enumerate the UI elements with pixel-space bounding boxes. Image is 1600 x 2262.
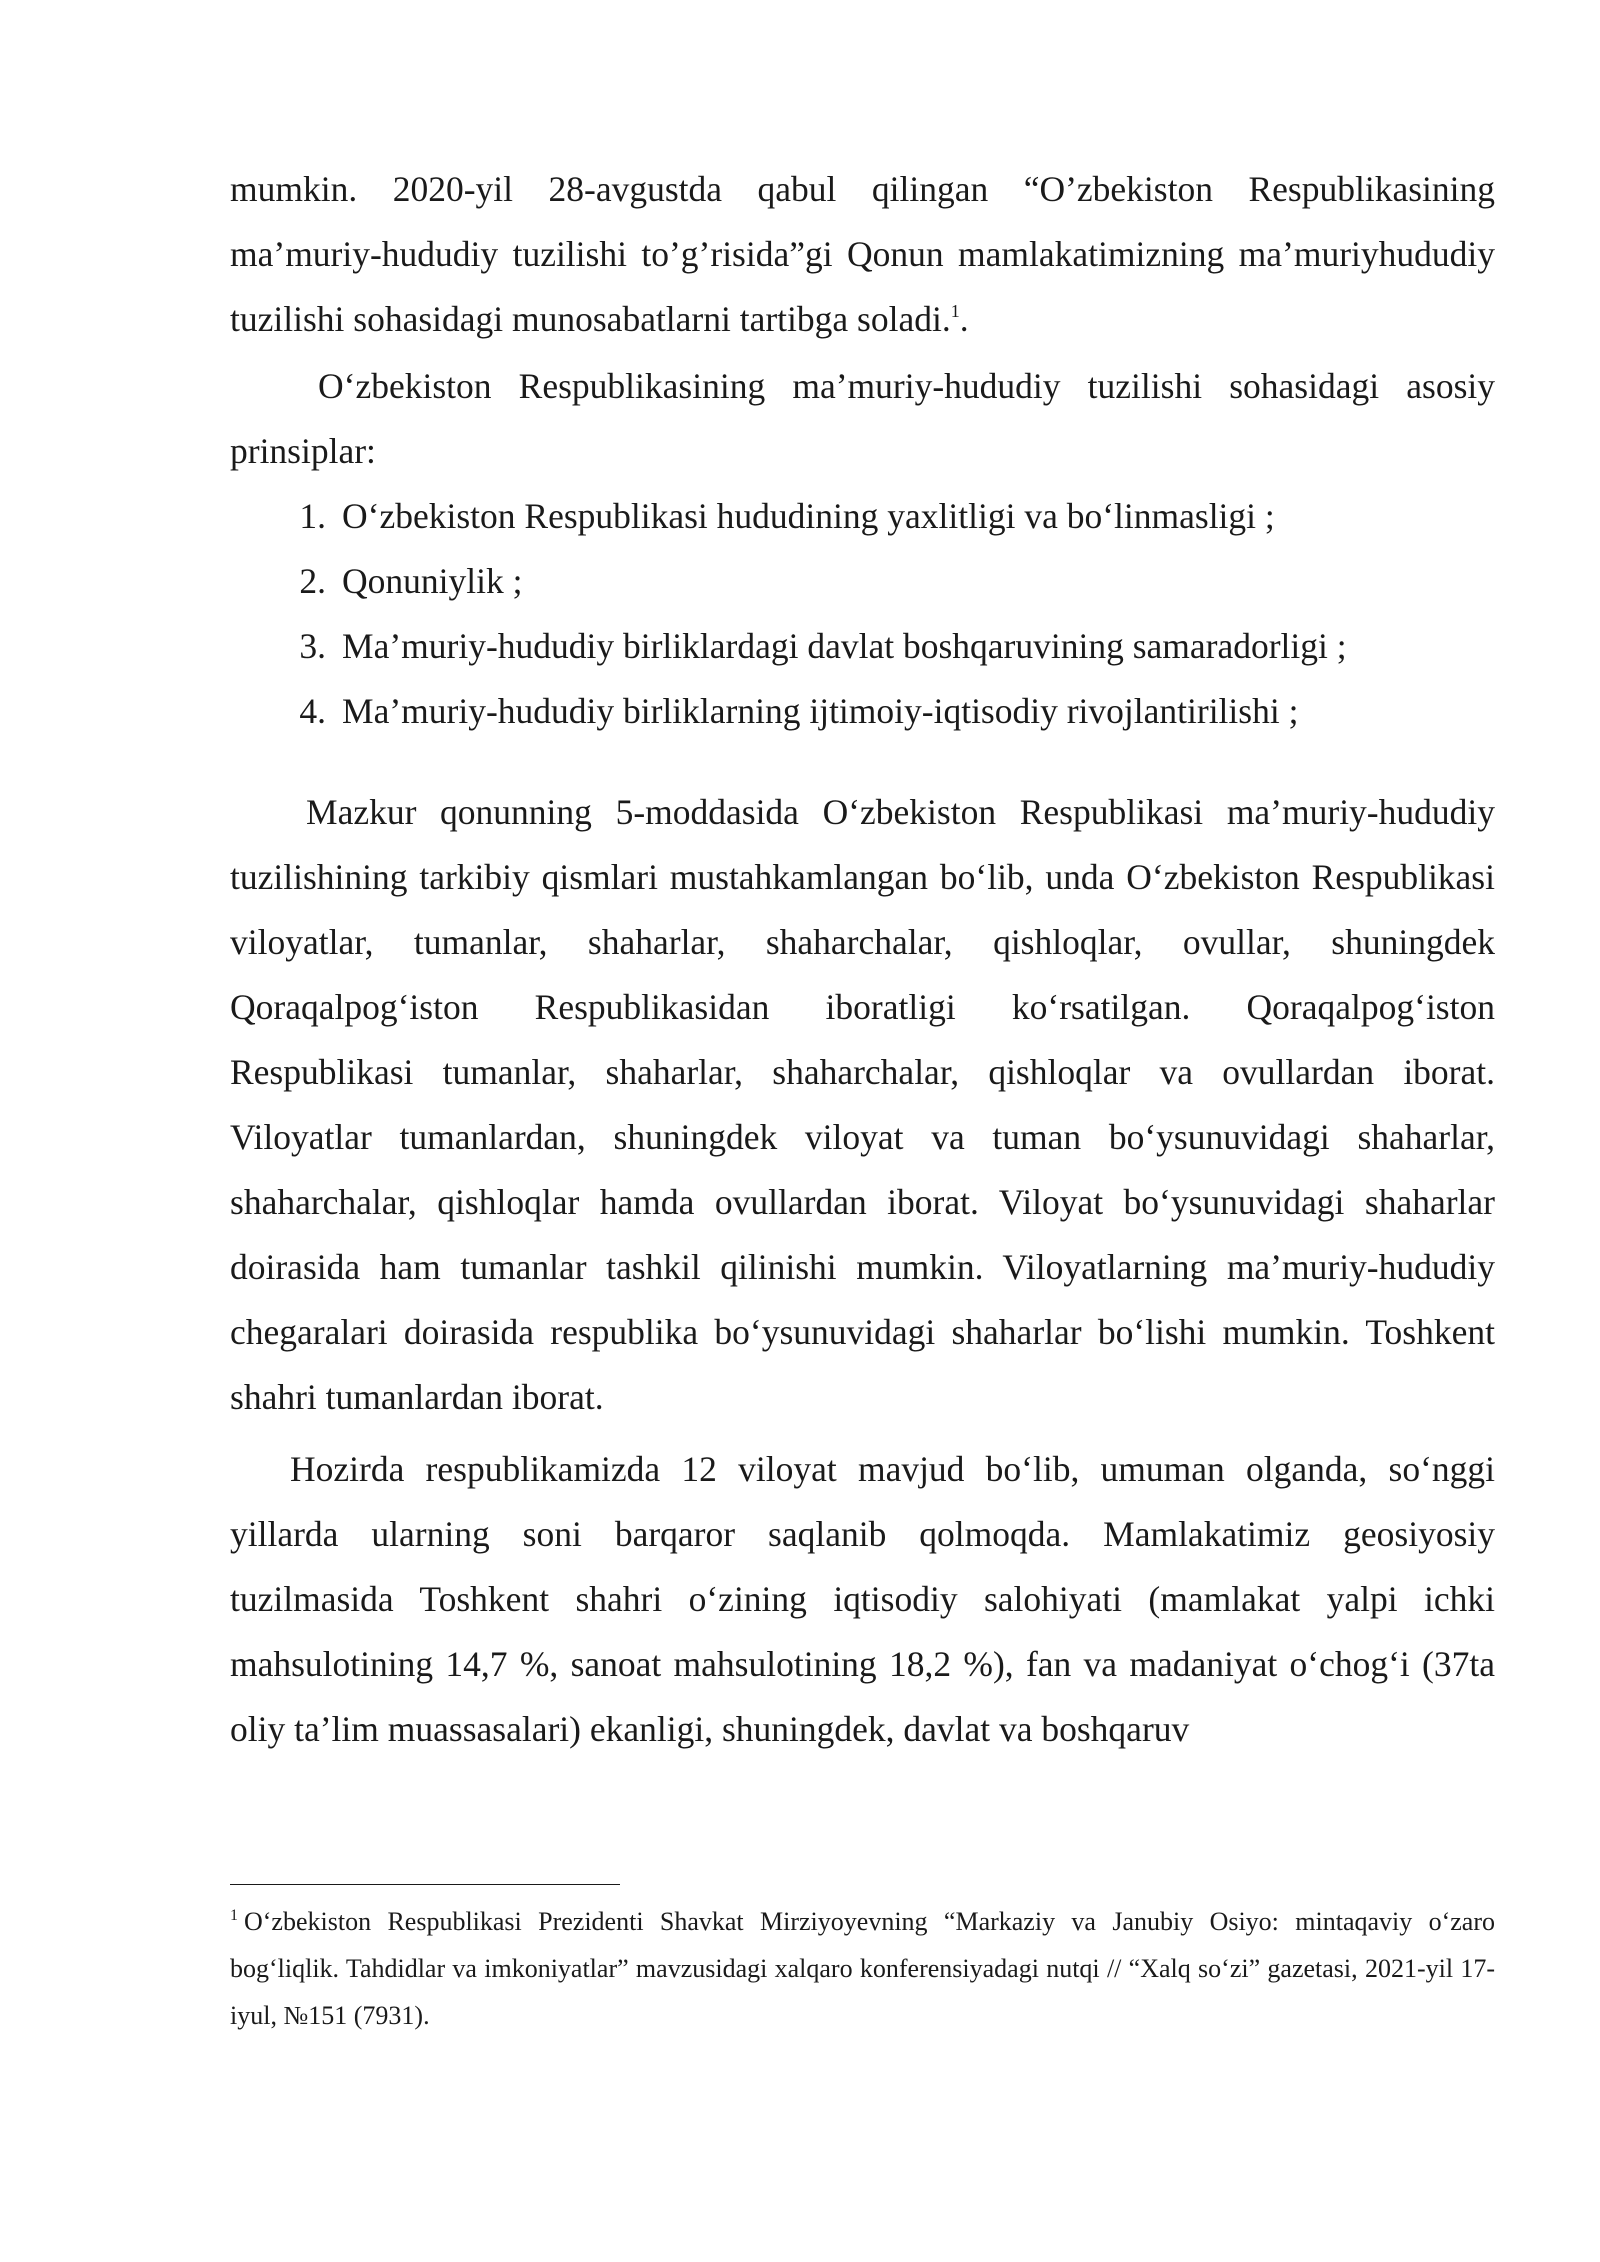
footnote-separator bbox=[230, 1884, 620, 1885]
list-item-text: Ma’muriy-hududiy birliklardagi davlat boshqaruvining samaradorligi ; bbox=[342, 626, 1347, 666]
list-item-number: 1. bbox=[299, 496, 326, 536]
paragraph-text: mumkin. 2020-yil 28-avgustda qabul qilingan “O’zbekiston Respublikasining ma’muriy-hududiy tuzilishi to’g’risida”gi Qonun mamlakatimizning ma’muriyhududiy tuzilishi sohasidagi munosabatlarni tartibga soladi. bbox=[230, 169, 1495, 339]
principles-list bbox=[230, 484, 1495, 744]
list-item bbox=[230, 614, 1495, 679]
paragraph-end-punctuation: . bbox=[959, 299, 969, 339]
list-item bbox=[230, 549, 1495, 614]
footnote-mark: 1 bbox=[230, 1907, 238, 1924]
paragraph-article-5: Mazkur qonunning 5-moddasida O‘zbekiston Respublikasi ma’muriy-hududiy tuzilishining tarkibiy qismlari mustahkamlangan bo‘lib, unda O‘zbekiston Respublikasi viloyatlar, tumanlar, shaharlar, shaharchalar, qishloqlar, ovullar, shuningdek Qoraqalpog‘iston Respublikasidan iboratligi ko‘rsatilgan. Qoraqalpog‘iston Respublikasi tumanlar, shaharlar, shaharchalar, qishloqlar va ovullardan iborat. Viloyatlar tumanlardan, shuningdek viloyat va tuman bo‘ysunuvidagi shaharlar, shaharchalar, qishloqlar hamda ovullardan iborat. Viloyat bo‘ysunuvidagi shaharlar doirasida ham tumanlar tashkil qilinishi mumkin. Viloyatlarning ma’muriy-hududiy chegaralari doirasida respublika bo‘ysunuvidagi shaharlar bo‘lishi mumkin. Toshkent shahri tumanlardan iborat. bbox=[230, 792, 1495, 1417]
list-item-text: O‘zbekiston Respublikasi hududining yaxlitligi va bo‘linmasligi ; bbox=[342, 496, 1275, 536]
list-item-number: 3. bbox=[299, 626, 326, 666]
list-item-text: Ma’muriy-hududiy birliklarning ijtimoiy-iqtisodiy rivojlantirilishi ; bbox=[342, 691, 1299, 731]
list-item-text: Qonuniylik ; bbox=[342, 561, 523, 601]
paragraph-regions: Hozirda respublikamizda 12 viloyat mavjud bo‘lib, umuman olganda, so‘nggi yillarda ularning soni barqaror saqlanib qolmoqda. Mamlakatimiz geosiyosiy tuzilmasida Toshkent shahri o‘zining iqtisodiy salohiyati (mamlakat yalpi ichki mahsulotining 14,7 %, sanoat mahsulotining 18,2 %), fan va madaniyat o‘chog‘i (37ta oliy ta’lim muassasalari) ekanligi, shuningdek, davlat va boshqaruv bbox=[230, 1449, 1495, 1749]
footnote-text: O‘zbekiston Respublikasi Prezidenti Shavkat Mirziyoyevning “Markaziy va Janubiy Osiyo: mintaqaviy o‘zaro bog‘liqlik. Tahdidlar va imkoniyatlar” mavzusidagi xalqaro konferensiyadagi nutqi // “Xalq so‘zi” gazetasi, 2021-yil 17-iyul, №151 (7931). bbox=[230, 1907, 1495, 2030]
footnote bbox=[230, 1898, 1495, 2039]
paragraph-principles-intro: O‘zbekiston Respublikasining ma’muriy-hududiy tuzilishi sohasidagi asosiy prinsiplar: bbox=[230, 366, 1495, 471]
list-item-number: 4. bbox=[299, 691, 326, 731]
list-item bbox=[230, 679, 1495, 744]
footnote-reference[interactable]: 1 bbox=[950, 301, 960, 321]
paragraph-law-intro bbox=[230, 157, 1495, 352]
list-item bbox=[230, 484, 1495, 549]
list-item-number: 2. bbox=[299, 561, 326, 601]
